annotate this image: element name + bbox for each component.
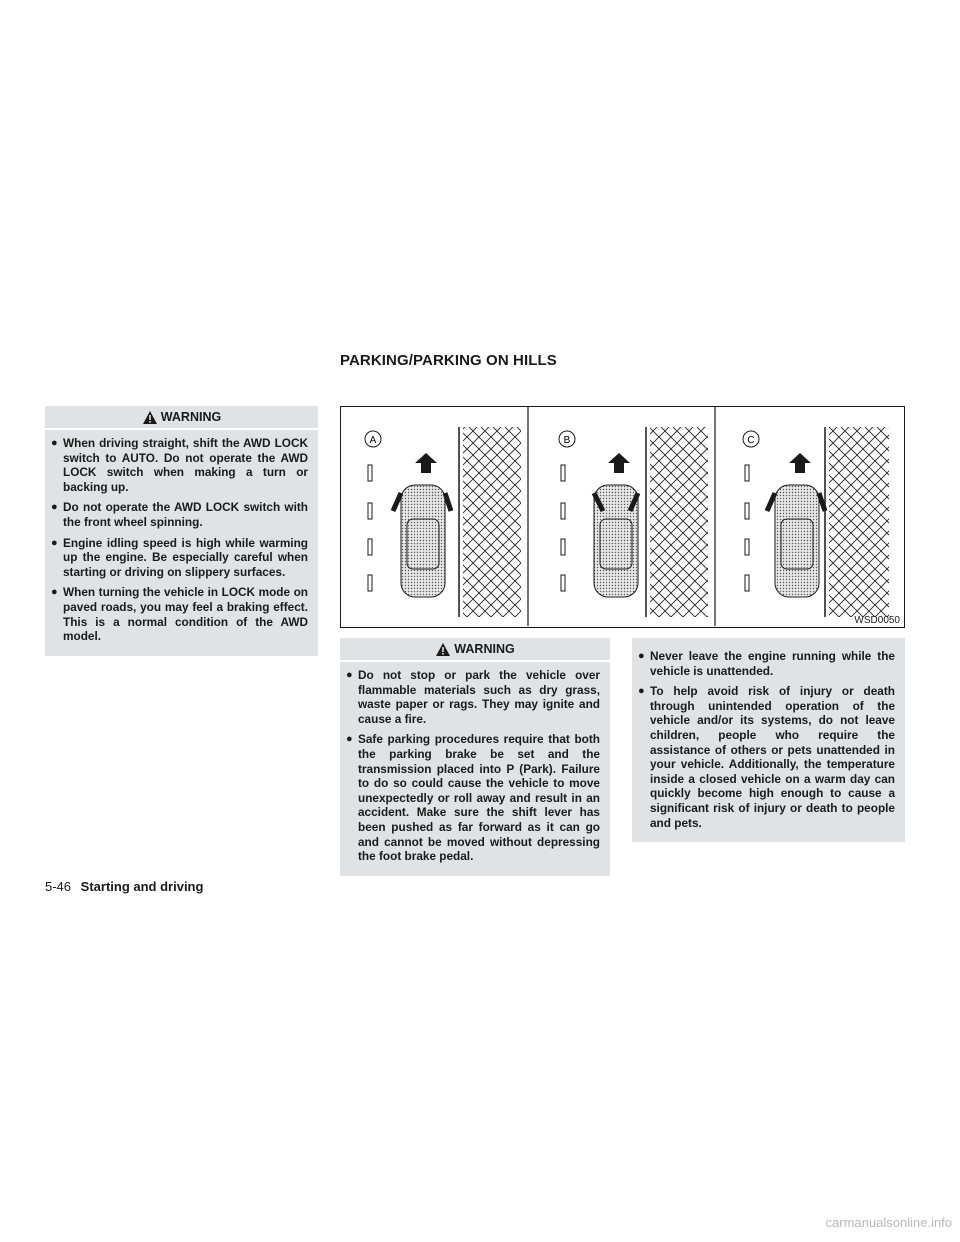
- warning-header: [340, 638, 610, 662]
- list-item: ● Safe parking procedures require that both the parking brake be set and the transmission placed into P (Park). Failure to do so could cause the vehicle to move unexpectedly or roll away and result in an accident. Make sure the shift lever has been pushed as far forward as it can go and cannot be moved without depressing the foot brake pedal.: [346, 732, 600, 864]
- footer-section: Starting and driving: [80, 879, 204, 894]
- warning-header: [45, 406, 318, 430]
- list-item: ● Engine idling speed is high while warming up the engine. Be especially careful when starting or driving on slippery surfaces.: [51, 535, 308, 579]
- warning-label: WARNING: [160, 409, 222, 424]
- list-item: ● Never leave the engine running while the vehicle is unattended.: [638, 649, 895, 678]
- list-item: ● Do not stop or park the vehicle over flammable materials such as dry grass, waste paper or rags. They may ignite and cause a fire.: [346, 668, 600, 726]
- warning-label: WARNING: [454, 641, 515, 656]
- warning-icon: [142, 410, 158, 425]
- svg-text:A: A: [369, 435, 377, 446]
- page-number: 5-46: [45, 879, 72, 894]
- list-item: ● When driving straight, shift the AWD LOCK switch to AUTO. Do not operate the AWD LOCK switch when making a turn or backing up.: [51, 436, 308, 494]
- warning-box-parking-continued: [632, 638, 905, 842]
- warning-box-awd: [45, 406, 318, 656]
- list-item: ● Do not operate the AWD LOCK switch with the front wheel spinning.: [51, 500, 308, 529]
- figure-code: WSD0050: [854, 615, 900, 626]
- panel-b: [559, 427, 708, 617]
- panel-c: [743, 427, 889, 617]
- parking-illustration: [340, 406, 905, 628]
- svg-text:B: B: [563, 435, 571, 446]
- watermark: carmanualsonline.info: [825, 1215, 952, 1230]
- svg-text:C: C: [747, 435, 755, 446]
- warning-box-parking: [340, 638, 610, 876]
- page-footer: [45, 879, 203, 894]
- list-item: ● When turning the vehicle in LOCK mode on paved roads, you may feel a braking effect. This is a normal condition of the AWD model.: [51, 585, 308, 644]
- panel-a: [365, 427, 521, 617]
- section-title: PARKING/PARKING ON HILLS: [340, 352, 557, 369]
- warning-icon: [435, 642, 451, 657]
- list-item: ● To help avoid risk of injury or death through unintended operation of the vehicle and/or its systems, do not leave children, people who require the assistance of others or pets unattended in your vehicle. Additionally, the temperature inside a closed vehicle on a warm day can quickly become high enough to cause a significant risk of injury or death to people and pets.: [638, 684, 895, 830]
- parking-diagram: [341, 407, 903, 626]
